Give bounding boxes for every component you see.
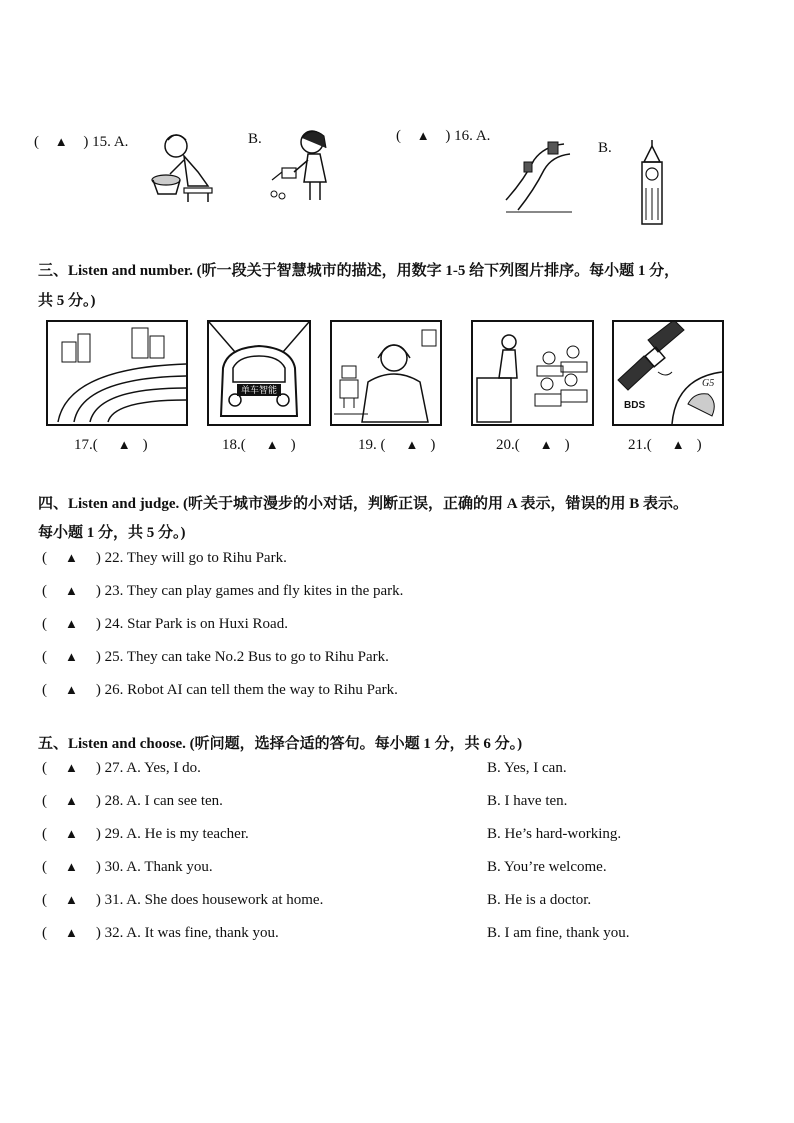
option-b: B. I have ten.: [487, 793, 568, 809]
section4-title-line2: 每小题 1 分，共 5 分。): [38, 525, 186, 541]
open-paren: (: [42, 925, 47, 941]
section4-title: 四、Listen and judge. (听关于城市漫步的小对话，判断正误，正确的用 A 表示，错误的用 B 表示。: [38, 496, 689, 512]
section3-title-line2: 共 5 分。): [38, 293, 96, 309]
answer-mark[interactable]: ▲: [539, 437, 553, 452]
answer-mark[interactable]: ▲: [65, 550, 78, 565]
item-19: [358, 437, 435, 454]
answer-mark[interactable]: ▲: [65, 760, 78, 775]
option-b: B. I am fine, thank you.: [487, 925, 630, 941]
item-number: 20.(: [496, 437, 520, 453]
q16-option-a-label: A.: [475, 128, 491, 144]
answer-mark[interactable]: ▲: [117, 437, 131, 452]
judge-item-25: [42, 649, 389, 666]
option-a: ) 30. A. Thank you.: [95, 859, 213, 875]
open-paren: (: [42, 616, 47, 632]
robot-bedroom-picture: [330, 320, 442, 426]
big-ben-image: [632, 140, 672, 226]
stadium-picture: [46, 320, 188, 426]
close-paren: ): [564, 437, 570, 453]
answer-mark[interactable]: ▲: [265, 437, 279, 452]
judge-item-26: [42, 682, 398, 699]
answer-mark[interactable]: ▲: [65, 925, 78, 940]
section3-title: 三、Listen and number. (听一段关于智慧城市的描述，用数字 1-5 给下列图片排序。每小题 1 分，: [38, 263, 680, 279]
open-paren: (: [34, 134, 39, 150]
open-paren: (: [42, 583, 47, 599]
item-17: [74, 437, 148, 454]
q16-row: [396, 128, 490, 145]
item-text: ) 25. They can take No.2 Bus to go to Rihu Park.: [95, 649, 389, 665]
close-paren: ): [445, 128, 451, 144]
answer-mark[interactable]: ▲: [65, 616, 78, 631]
item-number: 17.(: [74, 437, 98, 453]
answer-mark-q15[interactable]: ▲: [54, 134, 68, 149]
item-20: [496, 437, 570, 454]
answer-mark[interactable]: ▲: [65, 859, 78, 874]
item-18: [222, 437, 296, 454]
answer-mark-q16[interactable]: ▲: [416, 128, 430, 143]
close-paren: ): [696, 437, 702, 453]
item-number: 19. (: [358, 437, 386, 453]
item-number: 21.(: [628, 437, 652, 453]
item-text: ) 22. They will go to Rihu Park.: [95, 550, 287, 566]
great-wall-image: [504, 140, 574, 216]
open-paren: (: [42, 859, 47, 875]
open-paren: (: [42, 760, 47, 776]
answer-mark[interactable]: ▲: [65, 892, 78, 907]
option-a: ) 28. A. I can see ten.: [95, 793, 223, 809]
q16-option-b-label: B.: [598, 140, 612, 156]
choose-item-32: [42, 925, 279, 942]
classroom-picture: [471, 320, 594, 426]
choose-item-27: [42, 760, 201, 777]
globe-label: G5: [702, 378, 715, 389]
open-paren: (: [42, 649, 47, 665]
answer-mark[interactable]: ▲: [65, 826, 78, 841]
item-text: ) 23. They can play games and fly kites in the park.: [95, 583, 404, 599]
option-b: B. He’s hard-working.: [487, 826, 622, 842]
item-text: ) 26. Robot AI can tell them the way to Rihu Park.: [95, 682, 398, 698]
option-b: B. You’re welcome.: [487, 859, 607, 875]
answer-mark[interactable]: ▲: [65, 793, 78, 808]
option-a: ) 31. A. She does housework at home.: [95, 892, 324, 908]
judge-item-23: [42, 583, 403, 600]
close-paren: ): [142, 437, 148, 453]
open-paren: (: [42, 682, 47, 698]
judge-item-24: [42, 616, 288, 633]
choose-item-30: [42, 859, 213, 876]
girl-watering-image: [268, 126, 338, 208]
close-paren: ): [430, 437, 436, 453]
open-paren: (: [42, 826, 47, 842]
choose-item-28: [42, 793, 223, 810]
choose-item-31: [42, 892, 323, 909]
girl-washing-image: [148, 128, 218, 208]
q15-option-a-label: A.: [113, 134, 129, 150]
item-text: ) 24. Star Park is on Huxi Road.: [95, 616, 288, 632]
answer-mark[interactable]: ▲: [671, 437, 685, 452]
q15-number: 15.: [92, 134, 111, 150]
q15-option-b-label: B.: [248, 131, 262, 147]
option-a: ) 29. A. He is my teacher.: [95, 826, 249, 842]
item-21: [628, 437, 702, 454]
open-paren: (: [42, 892, 47, 908]
open-paren: (: [42, 550, 47, 566]
q15-row: [34, 134, 128, 151]
section5-title: 五、Listen and choose. (听问题，选择合适的答句。每小题 1 分，共 6 分。): [38, 736, 523, 752]
q16-number: 16.: [454, 128, 473, 144]
option-b: B. He is a doctor.: [487, 892, 592, 908]
item-number: 18.(: [222, 437, 246, 453]
car-sign: 单车智能: [237, 384, 281, 396]
answer-mark[interactable]: ▲: [65, 682, 78, 697]
bds-label: BDS: [624, 400, 646, 411]
satellite-picture: [612, 320, 724, 426]
smart-car-picture: [207, 320, 311, 426]
choose-item-29: [42, 826, 249, 843]
open-paren: (: [396, 128, 401, 144]
option-a: ) 32. A. It was fine, thank you.: [95, 925, 279, 941]
option-a: ) 27. A. Yes, I do.: [95, 760, 201, 776]
answer-mark[interactable]: ▲: [65, 583, 78, 598]
answer-mark[interactable]: ▲: [405, 437, 419, 452]
close-paren: ): [290, 437, 296, 453]
close-paren: ): [83, 134, 89, 150]
answer-mark[interactable]: ▲: [65, 649, 78, 664]
open-paren: (: [42, 793, 47, 809]
judge-item-22: [42, 550, 287, 567]
option-b: B. Yes, I can.: [487, 760, 567, 776]
